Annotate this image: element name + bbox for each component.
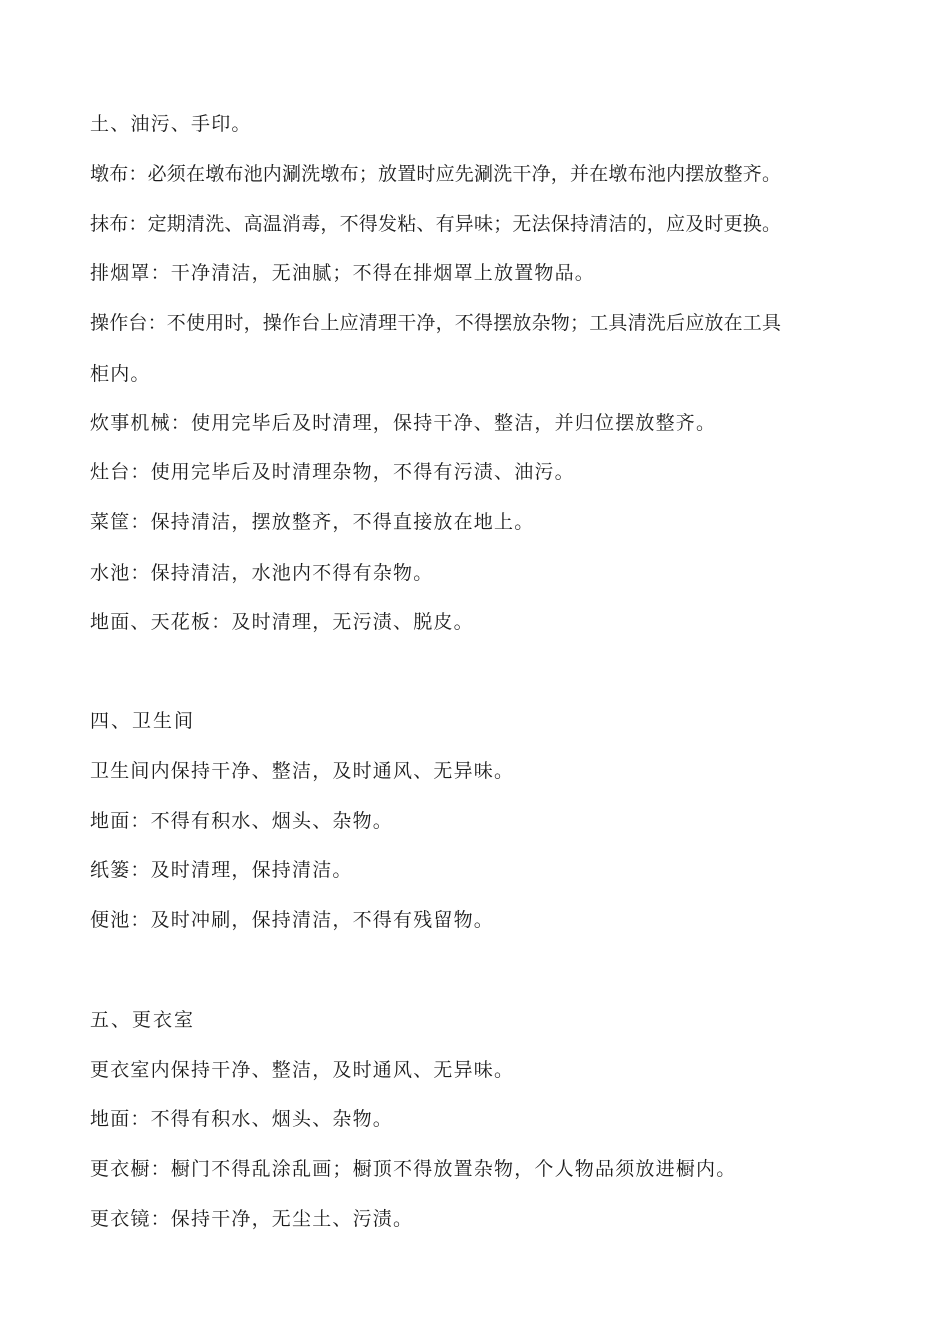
paragraph-restroom-general: 卫生间内保持干净、整洁，及时通风、无异味。 xyxy=(90,760,515,782)
paragraph-kitchen-machinery: 炊事机械：使用完毕后及时清理，保持干净、整洁，并归位摆放整齐。 xyxy=(90,412,717,434)
paragraph-basket: 菜筐：保持清洁，摆放整齐，不得直接放在地上。 xyxy=(90,511,535,533)
paragraph-locker-room-general: 更衣室内保持干净、整洁，及时通风、无异味。 xyxy=(90,1059,515,1081)
paragraph-sink: 水池：保持清洁，水池内不得有杂物。 xyxy=(90,562,434,584)
paragraph-workbench-cont: 柜内。 xyxy=(90,363,151,385)
paragraph-mirror: 更衣镜：保持干净，无尘土、污渍。 xyxy=(90,1208,414,1230)
section-heading-restroom: 四、卫生间 xyxy=(90,710,196,732)
paragraph-floor-ceiling: 地面、天花板：及时清理，无污渍、脱皮。 xyxy=(90,611,474,633)
paragraph-restroom-floor: 地面：不得有积水、烟头、杂物。 xyxy=(90,810,394,832)
paragraph-continuation: 土、油污、手印。 xyxy=(90,113,252,135)
paragraph-mop: 墩布：必须在墩布池内涮洗墩布；放置时应先涮洗干净，并在墩布池内摆放整齐。 xyxy=(90,163,782,185)
paragraph-locker-room-floor: 地面：不得有积水、烟头、杂物。 xyxy=(90,1108,394,1130)
paragraph-workbench: 操作台：不使用时，操作台上应清理干净，不得摆放杂物；工具清洗后应放在工具 xyxy=(90,312,782,334)
paragraph-locker: 更衣橱：橱门不得乱涂乱画；橱顶不得放置杂物，个人物品须放进橱内。 xyxy=(90,1158,737,1180)
paragraph-wastebasket: 纸篓：及时清理，保持清洁。 xyxy=(90,859,353,881)
section-heading-locker-room: 五、更衣室 xyxy=(90,1009,196,1031)
paragraph-stove: 灶台：使用完毕后及时清理杂物，不得有污渍、油污。 xyxy=(90,461,575,483)
paragraph-urinal: 便池：及时冲刷，保持清洁，不得有残留物。 xyxy=(90,909,495,931)
paragraph-range-hood: 排烟罩：干净清洁，无油腻；不得在排烟罩上放置物品。 xyxy=(90,262,596,284)
paragraph-cloth: 抹布：定期清洗、高温消毒，不得发粘、有异味；无法保持清洁的，应及时更换。 xyxy=(90,213,782,235)
